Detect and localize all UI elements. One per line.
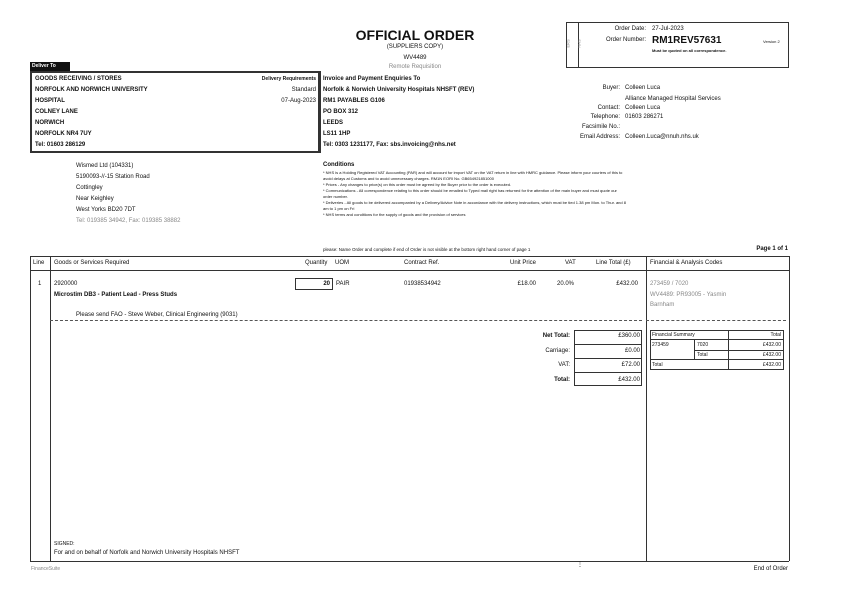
order-number-label: Order Number: [605,37,646,43]
fin-summary-r1b: 7020 [697,342,709,348]
email-value: Colleen.Luca@nnuh.nhs.uk [625,134,699,140]
row-note: Please send FAO - Steve Weber, Clinical Engineering (9031) [76,312,238,318]
fin-summary-r2c: £432.00 [762,352,781,358]
invoice-line: LS11 1HP [323,131,351,137]
fin-summary-r1c: £432.00 [762,342,781,348]
order-number-value: RM1REV57631 [652,35,722,46]
deliver-invoice-divider [320,71,321,153]
delivery-req-value: Standard [291,87,316,93]
row-fin-name: Barnham [650,302,675,308]
fin-summary-col [694,339,695,359]
order-date-value: 27-Jul-2023 [652,26,684,32]
vat-label: VAT: [558,362,570,368]
fin-summary-r1a: 273459 [652,342,669,348]
table-fin-col-divider [646,256,647,561]
conditions-block [323,161,626,218]
col-unit-price-header: Unit Price [509,260,536,266]
email-label: Email Address: [579,134,620,140]
subtitle: Remote Requisition [388,64,442,70]
buyer-value: Colleen Luca [625,85,661,91]
footer-right: End of Order [753,566,788,572]
supplier-line: 5190093-//-15 Station Road [76,174,150,180]
row-qty: 20 [323,281,330,287]
carriage-label: Carriage: [545,348,570,354]
order-date-label: Order Date: [614,26,646,32]
fin-summary-r2b: Total [697,352,708,358]
order-version: Version 2 [763,39,780,44]
supplier-contact: Tel: 019385 34942, Fax: 019385 38882 [76,218,181,224]
order-title: OFFICIAL ORDER [355,27,475,43]
supplier-line: Cottingley [76,185,103,191]
table-top-line [30,256,789,257]
table-bottom-line [30,561,789,562]
carriage-value: £0.00 [624,348,640,354]
conditions-heading: Conditions [323,162,355,168]
totals-line [574,358,642,359]
telephone-value: 01603 286271 [625,114,664,120]
row-fin-ref: WV4489: PR93005 - Yasmin [650,292,727,298]
net-total-label: Net Total: [542,333,570,339]
total-label: Total: [554,377,570,383]
totals-line [574,344,642,345]
col-line-total-header: Line Total (£) [596,260,631,266]
deliver-line: COLNEY LANE [35,109,78,115]
buyer-role: Alliance Managed Hospital Services [625,96,721,102]
row-uom: PAIR [336,281,350,287]
supplier-block [76,161,180,227]
row-description: Microstim DB3 - Patient Lead - Press Studs [54,292,178,298]
col-contract-header: Contract Ref. [404,260,440,266]
condition-item: avoid delays at Customs and to avoid unnecessary charges. RM1N EORI No. GB654921851000 [323,176,494,181]
condition-item: * Deliveries - All goods to be delivered accompanied by a Delivery/Advice Note in accordance with the delivery instructions, which must be tied 1.38 pm Mon. to Thur. and 8 [323,200,626,205]
side-tag-bottom: NHS [576,39,582,48]
col-vat-header: VAT [565,260,576,266]
side-tag-top: ERS [565,39,571,48]
invoice-to-block [323,74,474,151]
row-contract: 01938534942 [404,281,441,287]
copy-label: (SUPPLIERS COPY) [386,44,444,50]
col-uom-header: UOM [335,260,349,266]
invoice-line: LEEDS [323,120,344,126]
telephone-label: Telephone: [590,114,620,120]
fin-summary-r3c: £432.00 [762,362,781,368]
row-code: 2920000 [54,281,78,287]
page-note: please: Name Order and complete if end of Order is not visible at the bottom right hand corner of page 1 [323,247,531,252]
facsimile-label: Facsimile No.: [581,124,620,130]
condition-item: * Communications - All correspondence relating to this order should be emailed to Typed mail right has returned for the attention of the main buyer and must quote our [323,188,617,193]
ref-code: WV4489 [403,55,427,61]
condition-item: * NHS terms and conditions for the supply of goods and the provision of services [323,212,466,217]
invoice-line: Tel: 0303 1231177, Fax: sbs.invoicing@nhs.net [323,142,456,148]
contact-value: Colleen Luca [625,105,661,111]
supplier-line: West Yorks BD20 7DT [76,207,136,213]
invoice-heading: Invoice and Payment Enquiries To [323,76,421,82]
signed-behalf: For and on behalf of Norfolk and Norwich University Hospitals NHSFT [54,550,240,556]
contact-label: Contact: [597,105,620,111]
row-vat: 20.0% [557,281,575,287]
total-value: £432.00 [618,377,640,383]
fin-summary-line [650,359,784,360]
fin-summary-r3a: Total [652,362,663,368]
row-separator [50,320,642,321]
footer-left: FinanceSuite [31,566,61,572]
invoice-line: RM1 PAYABLES G106 [323,98,385,104]
col-qty-header: Quantity [305,260,328,266]
deliver-line: NORFOLK AND NORWICH UNIVERSITY [35,87,148,93]
buyer-label: Buyer: [602,85,620,91]
page-number: Page 1 of 1 [756,246,788,252]
deliver-line: Tel: 01603 286129 [35,142,86,148]
quote-note: Must be quoted on all correspondence. [652,48,727,53]
table-left-border [30,256,31,561]
deliver-to-lines [35,74,148,151]
fin-summary-line [694,350,784,351]
delivery-req-date: 07-Aug-2023 [281,98,316,104]
row-unit-price: £18.00 [517,281,536,287]
invoice-line: PO BOX 312 [323,109,359,115]
totals-line [574,372,642,373]
delivery-req-label: Delivery Requirements [261,76,316,82]
vat-value: £72.00 [621,362,640,368]
footer-mark: ⋮ [577,562,583,568]
deliver-line: NORWICH [35,120,65,126]
condition-item: * Prices - Any changes to price(s) on this order must be agreed by the Buyer prior to the order is executed. [323,182,512,187]
col-line-header: Line [33,260,45,266]
deliver-line: HOSPITAL [35,98,65,104]
condition-item: order number. [323,194,348,199]
supplier-line: Wismed Ltd (104331) [76,163,134,169]
col-goods-header: Goods or Services Required [54,260,130,266]
table-line-col-divider [50,256,51,561]
fin-separator [646,320,786,321]
col-fin-header: Financial & Analysis Codes [650,260,723,266]
condition-item: * NHS is a Holding Registered VAT Accounting (PAR) and will account for import VAT on the VAT return in line with HMRC guidance. Please inform your couriers of this to [323,170,623,175]
fin-summary-line [650,339,784,340]
table-right-border [789,256,790,561]
fin-summary-heading: Financial Summary [652,332,695,338]
invoice-line: Norfolk & Norwich University Hospitals NHSFT (REV) [323,87,475,93]
row-line-number: 1 [38,281,42,287]
condition-item: am to 1 pm on Fri [323,206,355,211]
deliver-line: GOODS RECEIVING / STORES [35,76,122,82]
deliver-line: NORFOLK NR4 7UY [35,131,92,137]
fin-summary-total-head: Total [770,332,781,338]
row-fin-code: 273459 / 7020 [650,281,689,287]
supplier-line: Near Keighley [76,196,114,202]
deliver-to-tab [30,62,70,71]
row-line-total: £432.00 [616,281,638,287]
fin-summary-col [728,330,729,370]
net-total-value: £360.00 [618,333,640,339]
table-header-line [30,270,789,271]
deliver-to-tab-label: Deliver To [32,63,56,69]
signed-label: SIGNED: [54,541,75,547]
